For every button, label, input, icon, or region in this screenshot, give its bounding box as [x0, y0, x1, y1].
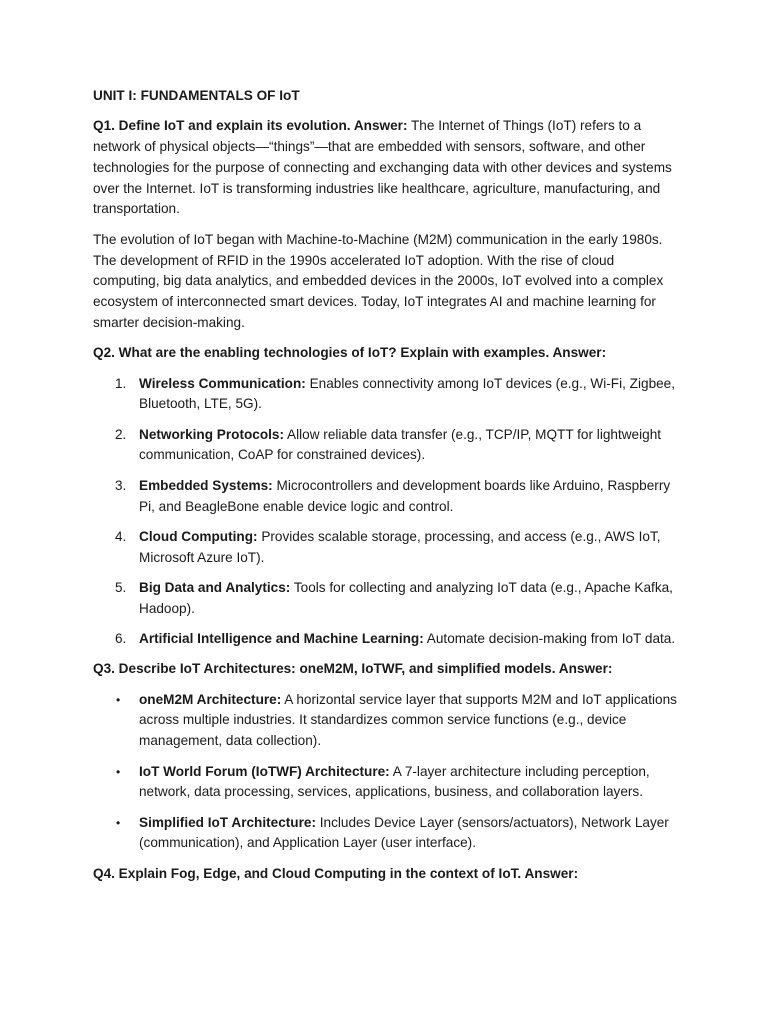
bullet-icon: •	[116, 815, 121, 830]
list-number: 2.	[115, 426, 127, 442]
list-item	[93, 813, 680, 855]
list-item-term: Wireless Communication:	[139, 375, 306, 391]
q2-numbered-list	[93, 374, 680, 650]
q4-question: Q4. Explain Fog, Edge, and Cloud Computing in the context of IoT. Answer:	[93, 865, 579, 881]
list-item-text: A horizontal service layer that supports M2M and IoT applications across multiple industries. It standardizes common service functions (e.g., device management, data collection).	[139, 691, 677, 749]
list-item-term: oneM2M Architecture:	[139, 691, 282, 707]
list-item	[93, 629, 680, 650]
bullet-icon: •	[116, 692, 121, 707]
list-number: 5.	[115, 579, 127, 595]
list-item-term: Artificial Intelligence and Machine Learning:	[139, 631, 424, 647]
list-item-text: Automate decision-making from IoT data.	[423, 631, 676, 647]
list-item	[93, 762, 680, 804]
unit-title: UNIT I: FUNDAMENTALS OF IoT	[93, 88, 300, 103]
list-item-text: Microcontrollers and development boards like Arduino, Raspberry Pi, and BeagleBone enable device logic and control.	[139, 477, 671, 514]
list-item	[93, 374, 680, 416]
q1-evolution-paragraph: The evolution of IoT began with Machine-to-Machine (M2M) communication in the early 1980s. The development of RFID in the 1990s accelerated IoT adoption. With the rise of cloud computing, big data analytics, and embedded devices in the 2000s, IoT evolved into a complex ecosystem of interconnected smart devices. Today, IoT integrates AI and machine learning for smarter decision-making.	[93, 231, 664, 330]
q3-bullet-list	[93, 690, 680, 855]
list-item-text: Allow reliable data transfer (e.g., TCP/IP, MQTT for lightweight communication, CoAP for constrained devices).	[139, 426, 662, 463]
bullet-icon: •	[116, 764, 121, 779]
list-item-term: Embedded Systems:	[139, 477, 273, 493]
list-item-term: Simplified IoT Architecture:	[139, 814, 316, 830]
list-item-text: Tools for collecting and analyzing IoT data (e.g., Apache Kafka, Hadoop).	[139, 579, 673, 616]
list-item-term: IoT World Forum (IoTWF) Architecture:	[139, 763, 390, 779]
list-item-text: Enables connectivity among IoT devices (e.g., Wi-Fi, Zigbee, Bluetooth, LTE, 5G).	[139, 375, 676, 412]
list-number: 4.	[115, 528, 127, 544]
list-number: 6.	[115, 631, 127, 647]
list-item	[93, 690, 680, 752]
list-item-term: Cloud Computing:	[139, 528, 258, 544]
list-item	[93, 425, 680, 467]
list-number: 3.	[115, 477, 127, 493]
list-item-text: Includes Device Layer (sensors/actuators), Network Layer (communication), and Application Layer (user interface).	[139, 814, 669, 851]
list-item	[93, 578, 680, 620]
q1-answer-text: The Internet of Things (IoT) refers to a network of physical objects—“things”—that are embedded with sensors, software, and other technologies for the purpose of connecting and exchanging data with other devices and systems over the Internet. IoT is transforming industries like healthcare, agriculture, manufacturing, and transportation.	[93, 118, 672, 217]
list-number: 1.	[115, 375, 127, 391]
list-item-term: Networking Protocols:	[139, 426, 285, 442]
q1-paragraph	[93, 116, 680, 220]
q3-question: Q3. Describe IoT Architectures: oneM2M, IoTWF, and simplified models. Answer:	[93, 661, 613, 677]
list-item-text: Provides scalable storage, processing, and access (e.g., AWS IoT, Microsoft Azure IoT).	[139, 528, 661, 565]
q1-question: Q1. Define IoT and explain its evolution. Answer:	[93, 118, 408, 134]
list-item-term: Big Data and Analytics:	[139, 579, 291, 595]
list-item-text: A 7-layer architecture including perception, network, data processing, services, applications, business, and collaboration layers.	[139, 763, 650, 800]
list-item	[93, 476, 680, 518]
q2-question: Q2. What are the enabling technologies of IoT? Explain with examples. Answer:	[93, 345, 607, 361]
list-item	[93, 527, 680, 569]
